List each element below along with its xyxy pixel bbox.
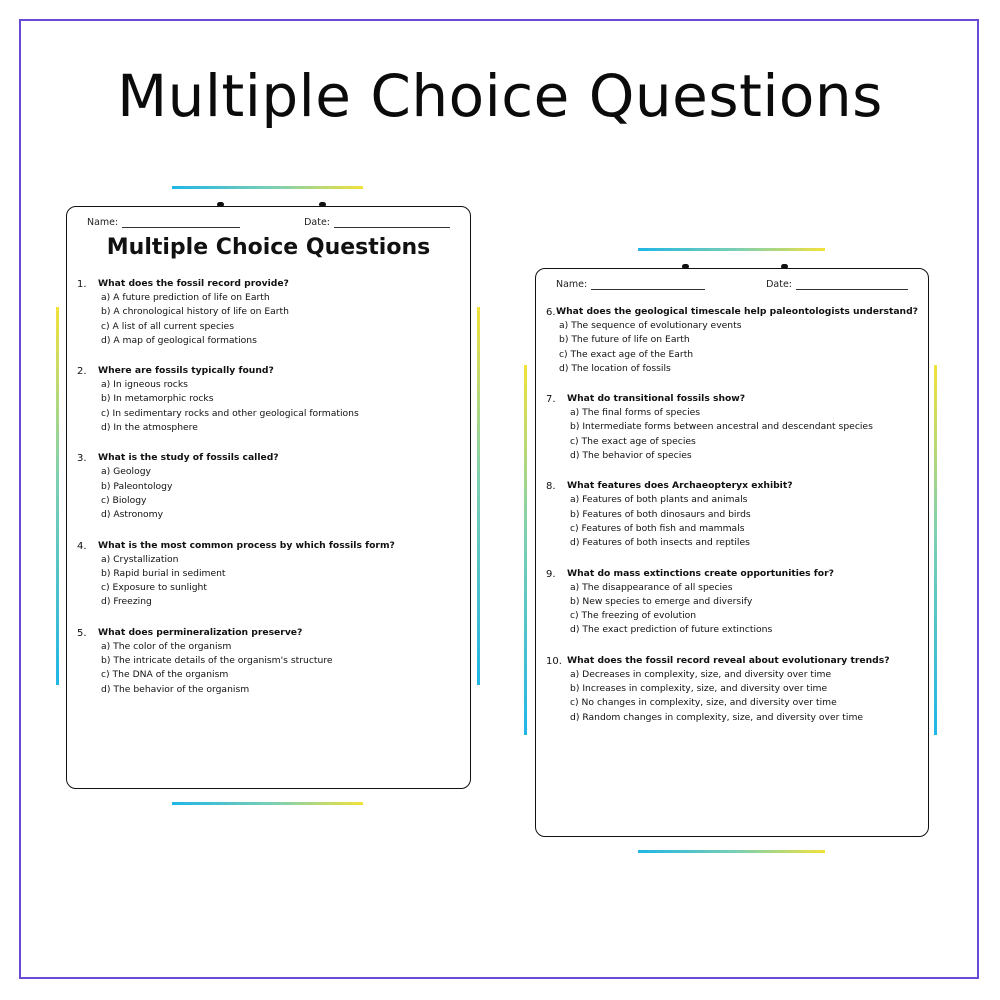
answer-option[interactable]: d) Random changes in complexity, size, and diversity over time: [570, 711, 864, 723]
question-text: What does permineralization preserve?: [98, 626, 303, 638]
answer-option[interactable]: a) The sequence of evolutionary events: [558, 320, 742, 331]
question-number: 3.: [77, 453, 87, 465]
answer-option[interactable]: c) Features of both fish and mammals: [570, 522, 745, 534]
answer-option[interactable]: c) The DNA of the organism: [101, 669, 229, 681]
answer-option[interactable]: c) Biology: [101, 494, 147, 506]
question-number: 6.: [546, 307, 556, 318]
question-text: Where are fossils typically found?: [98, 365, 274, 377]
answer-option[interactable]: b) The future of life on Earth: [558, 334, 690, 346]
answer-option[interactable]: c) A list of all current species: [101, 320, 234, 332]
answer-option[interactable]: b) Rapid burial in sediment: [101, 567, 226, 579]
sheet-header: [556, 279, 908, 290]
name-blank[interactable]: [122, 218, 240, 228]
date-blank[interactable]: [334, 218, 450, 228]
accent-line: [172, 802, 363, 805]
sheet-title: Multiple Choice Questions: [106, 235, 431, 260]
answer-option[interactable]: c) The exact age of species: [570, 435, 696, 447]
question-text: What does the fossil record provide?: [98, 278, 289, 289]
answer-option[interactable]: a) A future prediction of life on Earth: [101, 292, 270, 303]
question-item: [546, 479, 918, 550]
accent-line: [56, 307, 59, 685]
answer-option[interactable]: a) Crystallization: [101, 553, 179, 565]
accent-line: [172, 186, 363, 189]
question-list: [77, 277, 460, 713]
date-field[interactable]: [304, 217, 450, 228]
accent-line: [638, 248, 825, 251]
question-text: What do mass extinctions create opportunities for?: [567, 567, 834, 579]
question-item: [546, 392, 918, 463]
answer-option[interactable]: d) The behavior of species: [570, 450, 692, 462]
question-number: 5.: [77, 627, 87, 639]
question-number: 4.: [77, 540, 87, 552]
answer-option[interactable]: a) In igneous rocks: [101, 379, 188, 391]
worksheet-page-1: [66, 206, 471, 789]
question-item: [77, 451, 460, 522]
question-item: [546, 654, 918, 725]
accent-line: [524, 365, 527, 735]
answer-option[interactable]: d) Features of both insects and reptiles: [570, 537, 750, 549]
answer-option[interactable]: b) In metamorphic rocks: [101, 393, 214, 405]
answer-option[interactable]: b) Intermediate forms between ancestral and descendant species: [570, 421, 873, 433]
name-blank[interactable]: [591, 280, 705, 290]
question-item: [546, 567, 918, 638]
answer-option[interactable]: a) The disappearance of all species: [570, 581, 733, 593]
name-label: Name:: [87, 217, 119, 228]
answer-option[interactable]: a) Geology: [101, 466, 151, 478]
question-number: 10.: [546, 655, 562, 667]
question-number: 8.: [546, 481, 556, 493]
answer-option[interactable]: d) A map of geological formations: [101, 334, 257, 346]
answer-option[interactable]: d) In the atmosphere: [101, 422, 198, 434]
binder-clip-icon: [217, 202, 224, 207]
answer-option[interactable]: b) A chronological history of life on Earth: [101, 306, 289, 318]
name-field[interactable]: [87, 217, 240, 228]
accent-line: [934, 365, 937, 735]
answer-option[interactable]: c) No changes in complexity, size, and diversity over time: [570, 697, 837, 709]
answer-option[interactable]: b) Features of both dinosaurs and birds: [570, 508, 751, 520]
accent-line: [477, 307, 480, 685]
worksheet-page-2: [535, 268, 929, 837]
answer-option[interactable]: c) In sedimentary rocks and other geological formations: [101, 407, 359, 419]
question-item: [77, 364, 460, 435]
name-label: Name:: [556, 279, 588, 290]
question-item: [546, 305, 918, 376]
name-field[interactable]: [556, 279, 705, 290]
question-number: 7.: [546, 394, 556, 406]
answer-option[interactable]: d) The behavior of the organism: [101, 683, 250, 695]
binder-clip-icon: [319, 202, 326, 207]
question-text: What does the fossil record reveal about evolutionary trends?: [567, 654, 890, 666]
answer-option[interactable]: b) Increases in complexity, size, and diversity over time: [570, 683, 828, 695]
date-field[interactable]: [766, 279, 908, 290]
answer-option[interactable]: b) Paleontology: [101, 480, 173, 492]
answer-option[interactable]: d) Freezing: [101, 596, 152, 608]
date-blank[interactable]: [796, 280, 908, 290]
page-title: Multiple Choice Questions: [117, 62, 883, 130]
accent-line: [638, 850, 825, 853]
answer-option[interactable]: c) The exact age of the Earth: [558, 348, 694, 360]
question-text: What do transitional fossils show?: [567, 393, 746, 405]
answer-option[interactable]: c) The freezing of evolution: [570, 610, 697, 622]
answer-option[interactable]: b) The intricate details of the organism's structure: [101, 655, 333, 667]
answer-option[interactable]: d) The location of fossils: [558, 362, 671, 374]
question-text: What features does Archaeopteryx exhibit?: [567, 480, 793, 492]
answer-option[interactable]: d) Astronomy: [101, 509, 164, 521]
question-list: [546, 305, 918, 741]
answer-option[interactable]: a) Decreases in complexity, size, and diversity over time: [570, 668, 832, 680]
question-item: [77, 277, 460, 348]
date-label: Date:: [766, 279, 792, 290]
question-text: What is the study of fossils called?: [98, 452, 279, 464]
date-label: Date:: [304, 217, 330, 228]
answer-option[interactable]: c) Exposure to sunlight: [101, 582, 207, 594]
question-text: What does the geological timescale help paleontologists understand?: [555, 306, 918, 317]
answer-option[interactable]: a) Features of both plants and animals: [570, 494, 748, 506]
question-text: What is the most common process by which fossils form?: [98, 539, 395, 551]
binder-clip-icon: [682, 264, 689, 269]
answer-option[interactable]: b) New species to emerge and diversify: [570, 595, 753, 607]
answer-option[interactable]: d) The exact prediction of future extinctions: [570, 624, 773, 636]
question-item: [77, 626, 460, 697]
question-item: [77, 539, 460, 610]
answer-option[interactable]: a) The color of the organism: [101, 640, 232, 652]
question-number: 1.: [77, 279, 87, 290]
sheet-header: [87, 217, 450, 228]
question-number: 2.: [77, 366, 87, 378]
binder-clip-icon: [781, 264, 788, 269]
answer-option[interactable]: a) The final forms of species: [570, 407, 701, 419]
question-number: 9.: [546, 568, 556, 580]
